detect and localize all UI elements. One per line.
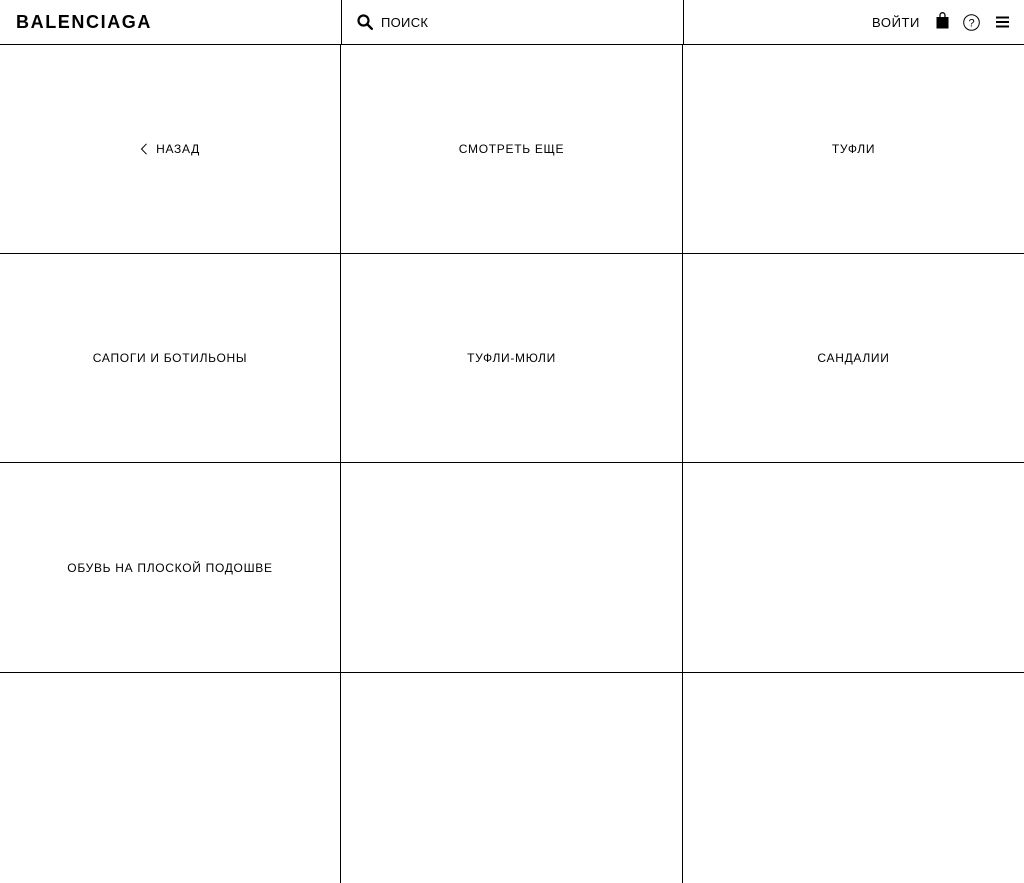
category-label: ОБУВЬ НА ПЛОСКОЙ ПОДОШВЕ: [67, 560, 273, 575]
header-utilities: [683, 0, 1024, 44]
category-label: САНДАЛИИ: [817, 351, 890, 365]
category-tile[interactable]: [0, 254, 341, 463]
empty-tile: [0, 673, 341, 883]
category-tile[interactable]: [341, 254, 683, 463]
category-menu-grid: [0, 45, 1024, 883]
category-label: ТУФЛИ: [831, 142, 876, 156]
chevron-left-icon: [140, 143, 148, 155]
empty-tile: [683, 673, 1024, 883]
category-label: САПОГИ И БОТИЛЬОНЫ: [92, 351, 248, 365]
category-tile[interactable]: [683, 45, 1024, 254]
search-input[interactable]: [381, 15, 661, 30]
shopping-bag-icon[interactable]: [936, 12, 949, 29]
empty-tile: [341, 673, 683, 883]
svg-text:?: ?: [968, 17, 975, 30]
category-tile[interactable]: [0, 463, 341, 673]
search-bar[interactable]: [341, 0, 683, 44]
site-header: [0, 0, 1024, 45]
back-button[interactable]: [0, 45, 341, 254]
brand-logo[interactable]: BALENCIAGA: [16, 12, 152, 32]
see-more-label: СМОТРЕТЬ ЕЩЕ: [458, 142, 565, 156]
search-icon[interactable]: [357, 14, 373, 30]
login-link[interactable]: ВОЙТИ: [872, 14, 920, 30]
empty-tile: [683, 463, 1024, 673]
help-icon[interactable]: [963, 14, 980, 31]
menu-icon[interactable]: [996, 16, 1009, 28]
category-label: ТУФЛИ-МЮЛИ: [467, 351, 556, 365]
back-label: НАЗАД: [156, 142, 200, 156]
see-more-button[interactable]: [341, 45, 683, 254]
empty-tile: [341, 463, 683, 673]
category-tile[interactable]: [683, 254, 1024, 463]
logo-cell: [0, 0, 341, 44]
